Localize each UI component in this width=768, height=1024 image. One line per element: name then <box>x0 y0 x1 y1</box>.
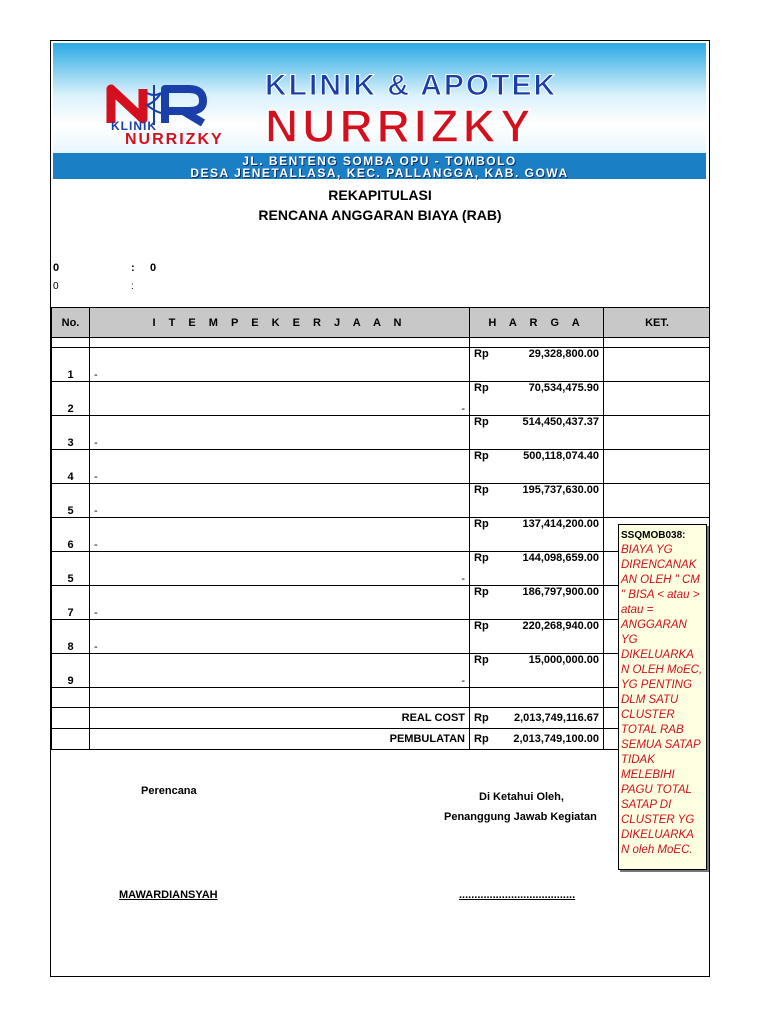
table-body <box>52 338 711 688</box>
letterhead-banner <box>53 43 706 179</box>
currency-label: Rp <box>474 450 489 462</box>
row-harga-value: 144,098,659.00 <box>522 552 599 564</box>
row-item: - <box>90 484 470 518</box>
table-row <box>52 416 711 450</box>
meta-sep-1: : <box>131 262 135 274</box>
meta-row-1 <box>53 262 157 274</box>
header-no: No. <box>52 308 90 338</box>
logo-text-small: KLINIK <box>111 119 157 133</box>
currency-label: Rp <box>474 620 489 632</box>
row-harga-value: 195,737,630.00 <box>522 484 599 496</box>
row-number: 6 <box>52 518 90 552</box>
comment-author: SSQMOB038: <box>621 530 686 541</box>
row-harga-value: 186,797,900.00 <box>522 586 599 598</box>
table-header-row <box>52 308 711 338</box>
row-harga <box>470 552 604 586</box>
row-item: - <box>90 654 470 688</box>
table-row <box>52 586 711 620</box>
comment-body: BIAYA YG DIRENCANAK AN OLEH " CM " BISA < atau > atau = ANGGARAN YG DIKELUARKA N OLEH MoEC, YG PENTING DLM SATU CLUSTER TOTAL RAB SEMUA SATAP TIDAK MELEBIHI PAGU TOTAL SATAP DI CLUSTER YG DIKELUARKA N oleh MoEC. <box>621 544 706 856</box>
pembulatan-label: PEMBULATAN <box>90 729 470 750</box>
responsible-name-line: ...................................... <box>459 889 576 901</box>
budget-table <box>51 307 710 750</box>
row-number: 3 <box>52 416 90 450</box>
document-title: REKAPITULASI <box>328 187 432 203</box>
known-by-label: Di Ketahui Oleh, <box>479 791 564 803</box>
row-harga <box>470 450 604 484</box>
row-harga <box>470 586 604 620</box>
row-harga <box>470 484 604 518</box>
row-item: - <box>90 552 470 586</box>
row-harga <box>470 518 604 552</box>
document-page <box>50 40 710 977</box>
row-harga <box>470 382 604 416</box>
row-ket <box>604 348 711 382</box>
row-item: - <box>90 586 470 620</box>
currency-label: Rp <box>474 518 489 530</box>
real-cost-value: 2,013,749,116.67 <box>513 712 599 724</box>
row-harga <box>470 416 604 450</box>
logo-text-big: NURRIZKY <box>125 131 224 148</box>
meta-sep-2: : <box>131 281 134 292</box>
row-item: - <box>90 518 470 552</box>
row-ket <box>604 450 711 484</box>
real-cost-label: REAL COST <box>90 708 470 729</box>
header-ket: KET. <box>604 308 711 338</box>
currency-label: Rp <box>474 484 489 496</box>
table-totals <box>52 688 711 750</box>
meta-label-1: 0 <box>53 262 60 274</box>
row-harga-value: 70,534,475.90 <box>528 382 599 394</box>
currency-label: Rp <box>474 552 489 564</box>
row-number: 2 <box>52 382 90 416</box>
row-harga-value: 500,118,074.40 <box>523 450 599 462</box>
row-harga-value: 220,268,940.00 <box>522 620 599 632</box>
currency-label: Rp <box>474 348 489 360</box>
table-spacer-row <box>52 338 711 348</box>
header-harga: H A R G A <box>470 308 604 338</box>
pembulatan-row <box>52 729 711 750</box>
cell-comment-note[interactable] <box>618 524 707 870</box>
row-harga-value: 137,414,200.00 <box>522 518 599 530</box>
meta-value-1: 0 <box>150 262 157 274</box>
header-item: I T E M P E K E R J A A N <box>90 308 470 338</box>
row-harga-value: 15,000,000.00 <box>528 654 599 666</box>
row-item: - <box>90 382 470 416</box>
row-harga-value: 29,328,800.00 <box>528 348 599 360</box>
real-cost-row <box>52 708 711 729</box>
planner-name: MAWARDIANSYAH <box>119 889 218 901</box>
table-blank-row <box>52 688 711 708</box>
row-item: - <box>90 620 470 654</box>
table-row <box>52 654 711 688</box>
responsible-label: Penanggung Jawab Kegiatan <box>444 811 597 823</box>
meta-label-2: 0 <box>53 281 59 292</box>
row-harga <box>470 654 604 688</box>
row-ket <box>604 416 711 450</box>
banner-heading: KLINIK & APOTEK <box>265 69 558 102</box>
row-number: 8 <box>52 620 90 654</box>
currency-label: Rp <box>474 733 489 745</box>
row-harga <box>470 620 604 654</box>
address-line-2: DESA JENETALLASA, KEC. PALLANGGA, KAB. GOWA <box>190 166 569 180</box>
document-subtitle: RENCANA ANGGARAN BIAYA (RAB) <box>258 207 502 223</box>
currency-label: Rp <box>474 654 489 666</box>
planner-label: Perencana <box>141 785 197 797</box>
pembulatan-cell <box>470 729 604 750</box>
currency-label: Rp <box>474 712 489 724</box>
table-row <box>52 518 711 552</box>
table-row <box>52 620 711 654</box>
currency-label: Rp <box>474 416 489 428</box>
row-harga <box>470 348 604 382</box>
row-item: - <box>90 416 470 450</box>
table-row <box>52 450 711 484</box>
row-item: - <box>90 450 470 484</box>
banner-clinic-name: NURRIZKY <box>265 100 535 152</box>
pembulatan-value: 2,013,749,100.00 <box>513 733 599 745</box>
row-number: 9 <box>52 654 90 688</box>
row-number: 4 <box>52 450 90 484</box>
table-row <box>52 348 711 382</box>
meta-row-2 <box>53 281 134 292</box>
row-harga-value: 514,450,437.37 <box>522 416 599 428</box>
row-number: 5 <box>52 484 90 518</box>
row-ket <box>604 382 711 416</box>
table-row <box>52 382 711 416</box>
address-line-1: JL. BENTENG SOMBA OPU - TOMBOLO <box>242 154 517 168</box>
row-item: - <box>90 348 470 382</box>
row-ket <box>604 484 711 518</box>
clinic-logo <box>91 83 241 148</box>
table-row <box>52 552 711 586</box>
row-number: 5 <box>52 552 90 586</box>
row-number: 1 <box>52 348 90 382</box>
currency-label: Rp <box>474 382 489 394</box>
row-number: 7 <box>52 586 90 620</box>
real-cost-cell <box>470 708 604 729</box>
currency-label: Rp <box>474 586 489 598</box>
table-row <box>52 484 711 518</box>
